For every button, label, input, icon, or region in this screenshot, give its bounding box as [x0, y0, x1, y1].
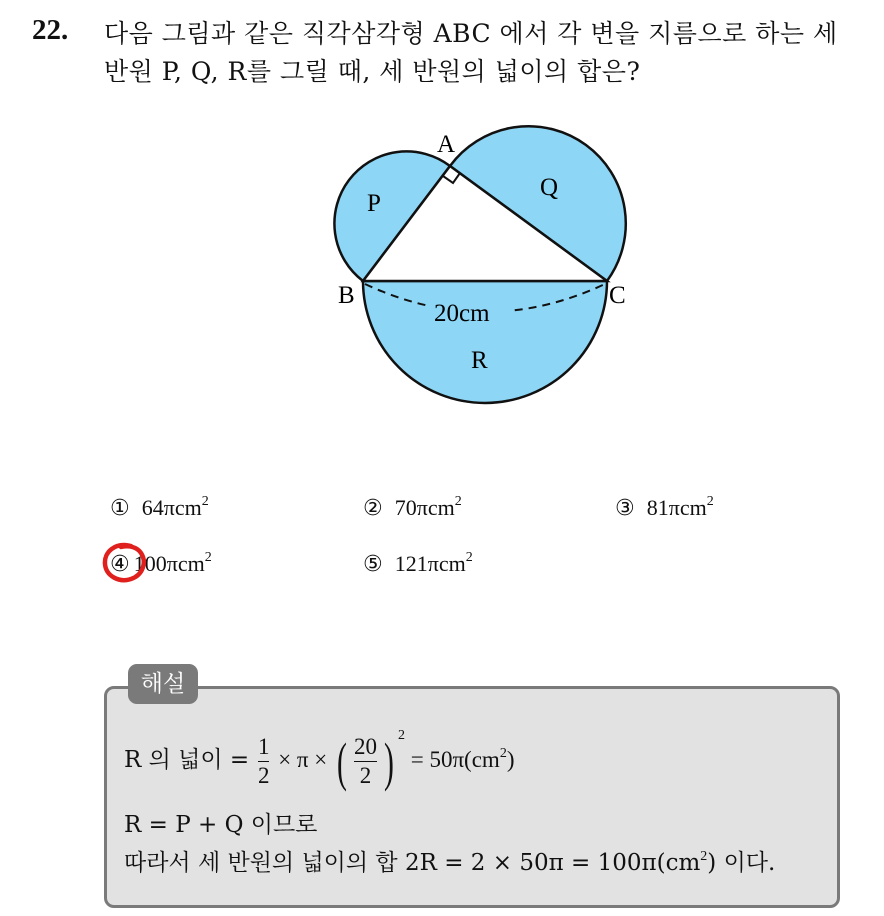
- vertex-label-a: A: [437, 131, 456, 158]
- choice-5[interactable]: [363, 550, 473, 577]
- vertex-label-c: C: [609, 282, 626, 309]
- answer-mark-circle-icon: [101, 540, 149, 586]
- left-paren: (: [337, 731, 347, 792]
- solution-line1-close: ): [506, 747, 515, 772]
- choice-1-value: 64πcm: [141, 495, 202, 520]
- choice-1[interactable]: [110, 494, 209, 521]
- question-number: 22.: [32, 14, 69, 46]
- region-label-q: Q: [540, 174, 559, 201]
- solution-line1-rhs: = 50π(cm: [410, 747, 500, 772]
- solution-line-1: [124, 728, 514, 790]
- solution-line3-exponent: 2: [700, 849, 708, 864]
- choice-3-number: ③: [615, 496, 635, 521]
- right-paren: ): [384, 731, 394, 792]
- square-exponent: 2: [397, 728, 405, 743]
- choice-2-value: 70πcm: [394, 495, 455, 520]
- choice-1-number: ①: [110, 496, 130, 521]
- choice-3-exponent: 2: [706, 494, 714, 509]
- vertex-label-b: B: [338, 282, 355, 309]
- solution-line1-mid: × π ×: [278, 747, 328, 772]
- choice-2-exponent: 2: [454, 494, 462, 509]
- choice-5-value: 121πcm: [394, 551, 466, 576]
- choice-5-exponent: 2: [465, 550, 473, 565]
- question-text-line1: 다음 그림과 같은 직각삼각형 ABC 에서 각 변을 지름으로 하는 세: [104, 19, 838, 48]
- fraction2-denominator: 2: [354, 761, 377, 790]
- solution-line3-text: 따라서 세 반원의 넓이의 합 2R = 2 × 50π = 100π(cm: [124, 850, 701, 876]
- triangle-semicircles-figure: [320, 118, 640, 428]
- fraction1-denominator: 2: [257, 763, 270, 789]
- hypotenuse-length-label: 20cm: [434, 300, 490, 327]
- choice-1-exponent: 2: [201, 494, 209, 509]
- choice-2[interactable]: [363, 494, 462, 521]
- solution-line3-close: ) 이다.: [707, 850, 776, 876]
- choice-3-value: 81πcm: [646, 495, 707, 520]
- fraction1-numerator: 1: [257, 734, 270, 760]
- choice-3[interactable]: [615, 494, 714, 521]
- unit-exponent: 2: [499, 746, 507, 761]
- choice-2-number: ②: [363, 496, 383, 521]
- solution-line1-lhs: R 의 넓이 =: [124, 747, 250, 773]
- choice-4-number: ④: [110, 552, 130, 577]
- choice-4-value: 100πcm: [133, 551, 205, 576]
- choice-4-exponent: 2: [204, 550, 212, 565]
- choice-5-number: ⑤: [363, 552, 383, 577]
- fraction2-numerator: 20: [353, 734, 377, 760]
- solution-tag: 해설: [128, 664, 198, 704]
- region-label-r: R: [471, 347, 488, 374]
- question-text-line2: 반원 P, Q, R를 그릴 때, 세 반원의 넓이의 합은?: [104, 57, 641, 86]
- fraction-twenty-over-two: [354, 733, 377, 790]
- solution-line2-text: R = P + Q 이므로: [124, 812, 318, 838]
- solution-line-3: [124, 844, 775, 877]
- solution-line-2: [124, 806, 317, 839]
- region-label-p: P: [367, 190, 381, 217]
- fraction-one-half: [258, 733, 270, 790]
